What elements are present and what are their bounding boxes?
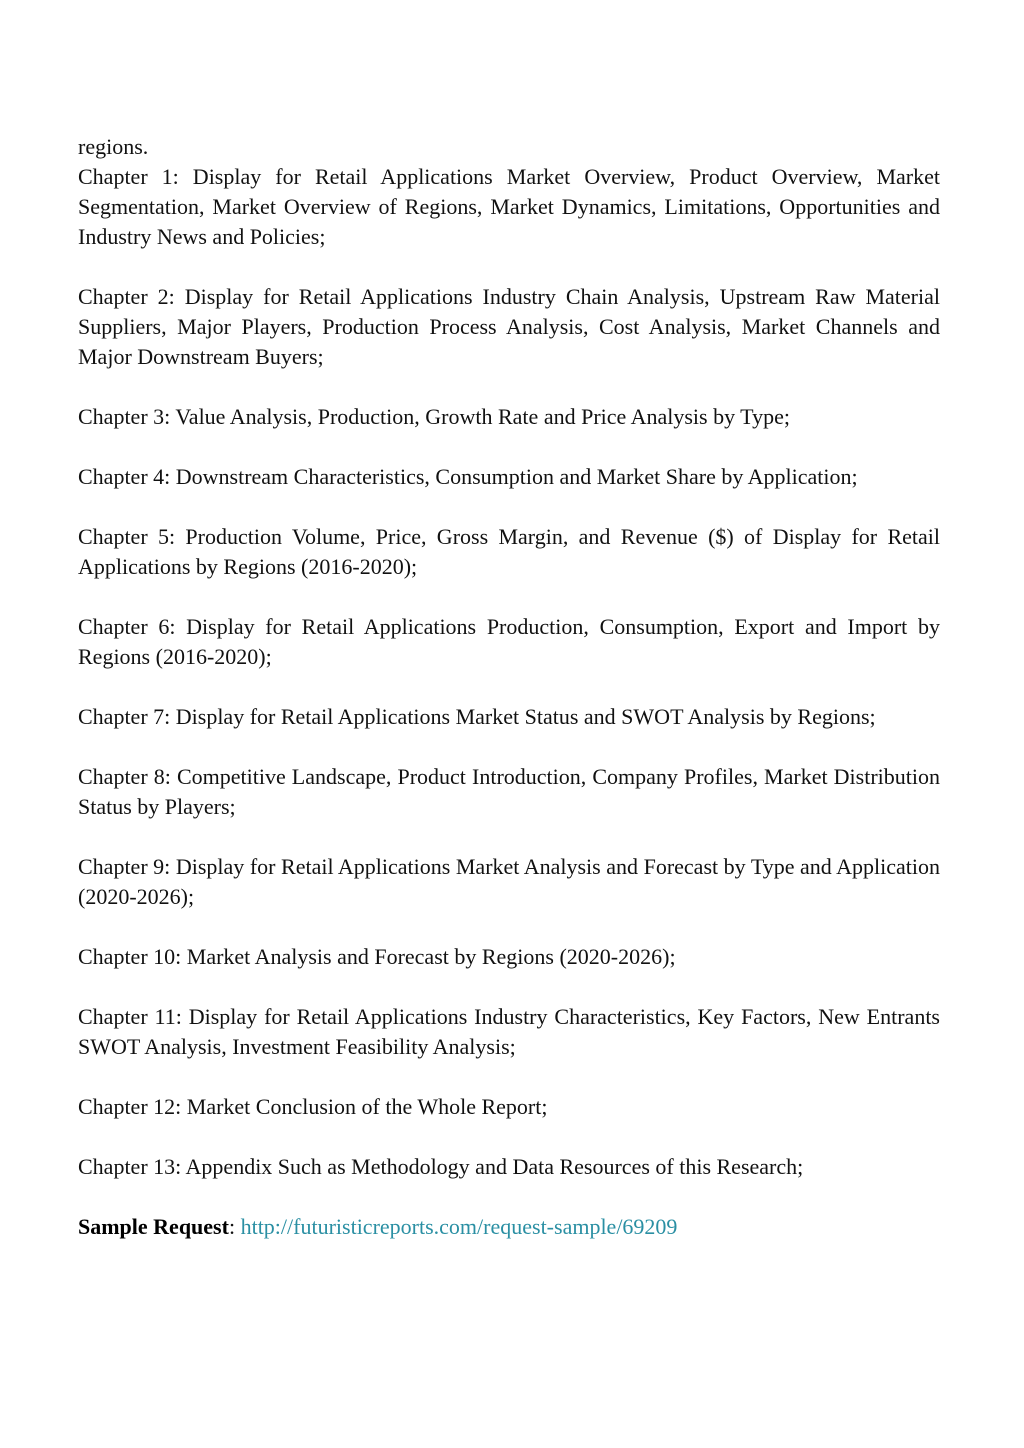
chapter-12: Chapter 12: Market Conclusion of the Whole Report; [78, 1094, 548, 1119]
chapter-5: Chapter 5: Production Volume, Price, Gross Margin, and Revenue ($) of Display for Retail Applications by Regions (2016-2020); [78, 524, 940, 579]
chapter-7: Chapter 7: Display for Retail Applications Market Status and SWOT Analysis by Regions; [78, 704, 876, 729]
chapter-3: Chapter 3: Value Analysis, Production, Growth Rate and Price Analysis by Type; [78, 404, 790, 429]
chapter-10: Chapter 10: Market Analysis and Forecast by Regions (2020-2026); [78, 944, 676, 969]
intro-fragment: regions. [78, 134, 149, 159]
sample-request-label: Sample Request [78, 1214, 229, 1239]
sample-request [78, 1212, 940, 1242]
chapter-11: Chapter 11: Display for Retail Applications Industry Characteristics, Key Factors, New Entrants SWOT Analysis, Investment Feasibility Analysis; [78, 1004, 940, 1059]
document-page [78, 132, 940, 1272]
chapter-9: Chapter 9: Display for Retail Applications Market Analysis and Forecast by Type and Application (2020-2026); [78, 854, 940, 909]
chapter-4: Chapter 4: Downstream Characteristics, Consumption and Market Share by Application; [78, 464, 858, 489]
sample-request-separator: : [228, 1214, 241, 1239]
chapter-1: Chapter 1: Display for Retail Applications Market Overview, Product Overview, Market Segmentation, Market Overview of Regions, Market Dynamics, Limitations, Opportunities and Industry News and Policies; [78, 164, 940, 249]
sample-request-link[interactable]: http://futuristicreports.com/request-sample/69209 [240, 1214, 678, 1239]
chapter-2: Chapter 2: Display for Retail Applications Industry Chain Analysis, Upstream Raw Material Suppliers, Major Players, Production Process Analysis, Cost Analysis, Market Channels and Major Downstream Buyers; [78, 284, 940, 369]
chapter-13: Chapter 13: Appendix Such as Methodology and Data Resources of this Research; [78, 1154, 804, 1179]
chapter-8: Chapter 8: Competitive Landscape, Product Introduction, Company Profiles, Market Distribution Status by Players; [78, 764, 940, 819]
chapter-6: Chapter 6: Display for Retail Applications Production, Consumption, Export and Import by Regions (2016-2020); [78, 614, 940, 669]
